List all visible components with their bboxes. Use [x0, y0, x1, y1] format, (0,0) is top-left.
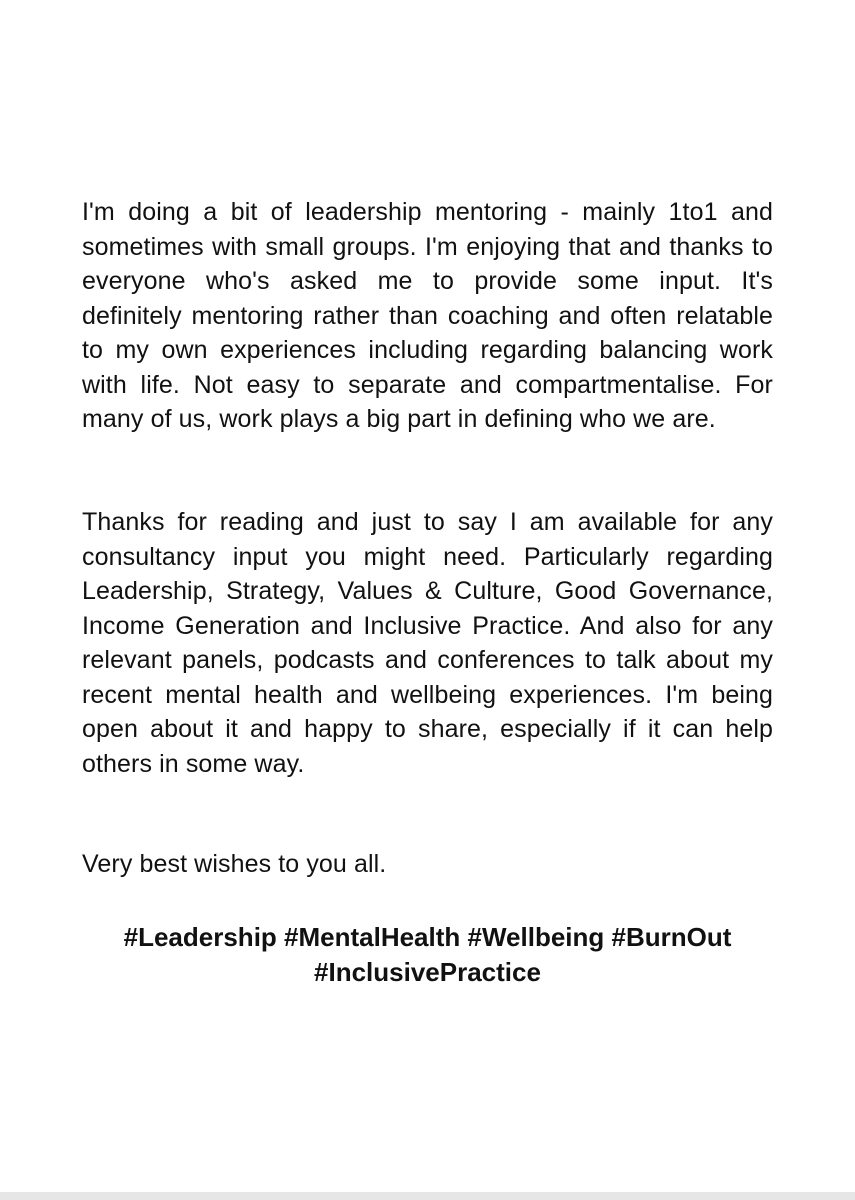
paragraph-mentoring: I'm doing a bit of leadership mentoring - mainly 1to1 and sometimes with small groups. I'm enjoying that and thanks to everyone who's asked me to provide some input. It's definitely mentoring rather than coaching and often relatable to my own experiences including regarding balancing work with life. Not easy to separate and compartmentalise. For many of us, work plays a big part in defining who we are.: [82, 198, 773, 433]
paragraph-consultancy: Thanks for reading and just to say I am available for any consultancy input you might need. Particularly regarding Leadership, Strategy, Values & Culture, Good Governance, Income Generation and Inclusive Practice. And also for any relevant panels, podcasts and conferences to talk about my recent mental health and wellbeing experiences. I'm being open about it and happy to share, especially if it can help others in some way.: [82, 508, 773, 778]
paragraph-sign-off: Very best wishes to you all.: [82, 850, 387, 878]
bottom-edge-strip: [0, 1192, 855, 1200]
hashtags: #Leadership #MentalHealth #Wellbeing #BurnOut #InclusivePractice: [123, 922, 732, 987]
